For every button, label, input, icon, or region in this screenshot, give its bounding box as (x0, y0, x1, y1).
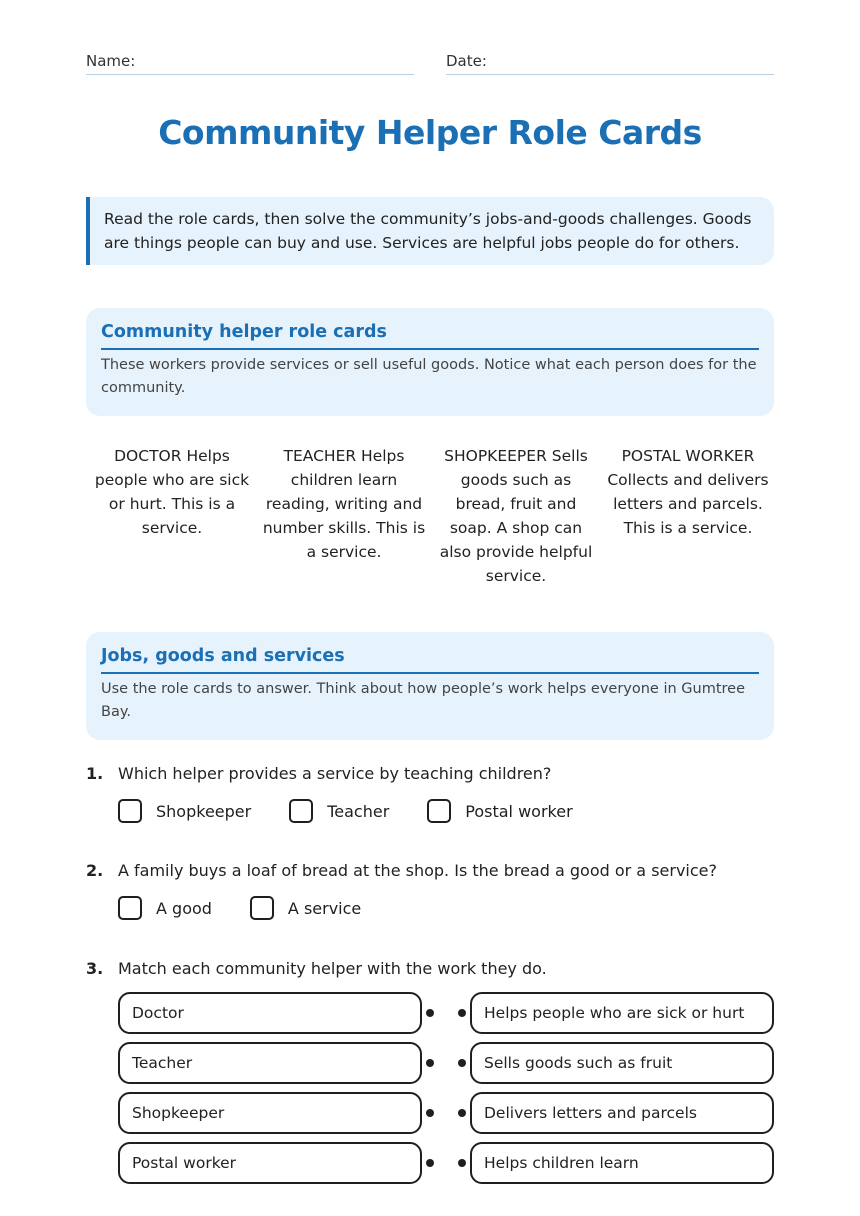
section-description: These workers provide services or sell useful goods. Notice what each person does for the community. (101, 357, 757, 396)
option-label: Shopkeeper (156, 801, 252, 821)
match-dot-left[interactable] (426, 1109, 434, 1117)
section-description: Use the role cards to answer. Think about how people’s work helps everyone in Gumtree Bay. (101, 681, 746, 720)
date-field[interactable] (446, 52, 774, 75)
match-row (118, 992, 774, 1034)
checkbox[interactable] (118, 896, 142, 920)
answer-options (118, 896, 774, 920)
question-text: Which helper provides a service by teaching children? (118, 764, 552, 783)
option-label: A service (287, 898, 362, 918)
option-postal-worker[interactable] (427, 799, 572, 823)
match-left-item[interactable]: Doctor (118, 992, 422, 1034)
question-text: Match each community helper with the work they do. (118, 959, 547, 978)
match-row (118, 1042, 774, 1084)
question-1 (86, 764, 774, 823)
option-a-service[interactable] (250, 896, 361, 920)
name-field[interactable] (86, 52, 414, 75)
section-heading: Community helper role cards (101, 322, 759, 350)
match-left-item[interactable]: Shopkeeper (118, 1092, 422, 1134)
role-cards-section (86, 308, 774, 416)
option-label: A good (156, 898, 212, 918)
section-heading: Jobs, goods and services (101, 646, 759, 674)
intro-callout: Read the role cards, then solve the community’s jobs-and-goods challenges. Goods are things people can buy and use. Services are helpful jobs people do for others. (86, 197, 774, 265)
match-right-item[interactable]: Sells goods such as fruit (470, 1042, 774, 1084)
match-right-item[interactable]: Delivers letters and parcels (470, 1092, 774, 1134)
option-a-good[interactable] (118, 896, 212, 920)
match-right-item[interactable]: Helps people who are sick or hurt (470, 992, 774, 1034)
checkbox[interactable] (289, 799, 313, 823)
name-label: Name: (86, 52, 136, 70)
question-3 (86, 959, 774, 979)
match-row (118, 1142, 774, 1184)
checkbox[interactable] (250, 896, 274, 920)
match-dot-right[interactable] (458, 1109, 466, 1117)
page-title: Community Helper Role Cards (158, 113, 702, 152)
role-cards-grid (86, 444, 774, 588)
role-card-postal-worker: POSTAL WORKER Collects and delivers letters and parcels. This is a service. (607, 447, 769, 537)
question-number: 2. (86, 861, 104, 880)
role-card-shopkeeper: SHOPKEEPER Sells goods such as bread, fruit and soap. A shop can also provide helpful service. (439, 447, 593, 585)
option-label: Teacher (327, 801, 390, 821)
question-text: A family buys a loaf of bread at the shop. Is the bread a good or a service? (118, 861, 717, 880)
role-card-teacher: TEACHER Helps children learn reading, writing and number skills. This is a service. (262, 447, 426, 561)
match-dot-left[interactable] (426, 1159, 434, 1167)
option-label: Postal worker (465, 801, 573, 821)
match-dot-right[interactable] (458, 1159, 466, 1167)
name-date-row (86, 52, 774, 75)
match-left-item[interactable]: Postal worker (118, 1142, 422, 1184)
option-teacher[interactable] (289, 799, 389, 823)
option-shopkeeper[interactable] (118, 799, 251, 823)
date-label: Date: (446, 52, 487, 70)
question-number: 1. (86, 764, 104, 783)
match-left-item[interactable]: Teacher (118, 1042, 422, 1084)
checkbox[interactable] (118, 799, 142, 823)
match-row (118, 1092, 774, 1134)
role-card-doctor: DOCTOR Helps people who are sick or hurt. This is a service. (94, 447, 250, 537)
question-number: 3. (86, 959, 104, 978)
match-dot-left[interactable] (426, 1059, 434, 1067)
answer-options (118, 799, 774, 823)
match-dot-right[interactable] (458, 1009, 466, 1017)
match-right-item[interactable]: Helps children learn (470, 1142, 774, 1184)
checkbox[interactable] (427, 799, 451, 823)
jobs-goods-section (86, 632, 774, 740)
match-dot-right[interactable] (458, 1059, 466, 1067)
question-2 (86, 861, 774, 920)
match-dot-left[interactable] (426, 1009, 434, 1017)
